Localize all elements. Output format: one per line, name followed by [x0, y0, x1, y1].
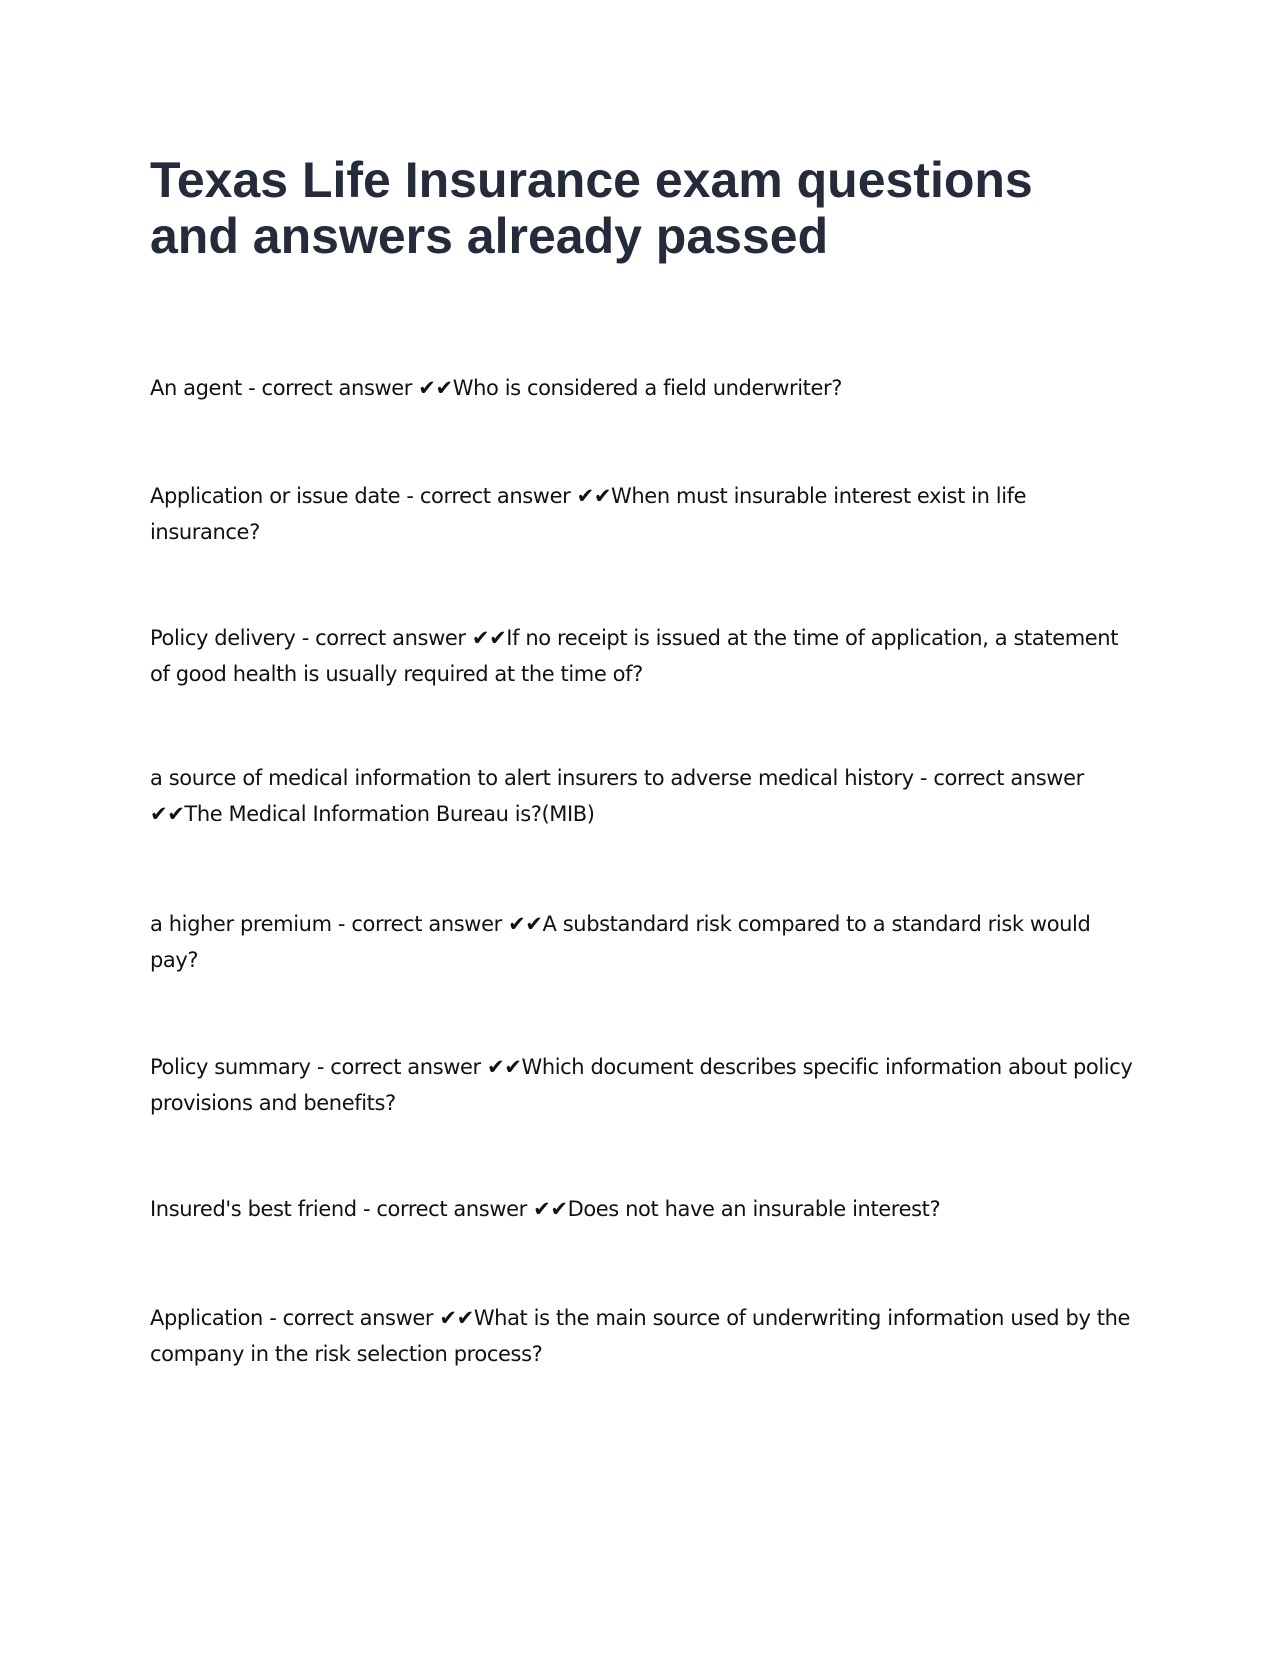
document-title: Texas Life Insurance exam questions and answers already passed	[150, 152, 1033, 264]
separator-text: - correct answer	[241, 376, 419, 400]
answer-text: An agent	[150, 376, 242, 400]
separator-text: - correct answer	[295, 626, 472, 650]
answer-text: Policy summary	[150, 1055, 311, 1079]
qa-entry	[150, 906, 1135, 978]
qa-entry	[150, 1191, 1135, 1227]
question-text: What is the main source of underwriting information used by the company in the risk selection process?	[150, 1306, 1131, 1366]
question-text: When must insurable interest exist in life insurance?	[150, 484, 1027, 544]
answer-text: Policy delivery	[150, 626, 296, 650]
check-marks: ✔✔	[576, 484, 612, 508]
qa-entry	[150, 620, 1135, 692]
check-marks: ✔✔	[418, 376, 453, 400]
separator-text: - correct answer	[331, 912, 509, 936]
qa-entry	[150, 478, 1135, 550]
qa-entry	[150, 1049, 1135, 1121]
separator-text: - correct answer	[913, 766, 1084, 790]
question-text: If no receipt is issued at the time of application, a statement of good health is usually required at the time of?	[150, 626, 1119, 686]
question-text: Which document describes specific information about policy provisions and benefits?	[150, 1055, 1133, 1115]
answer-text: a higher premium	[150, 912, 332, 936]
separator-text: - correct answer	[262, 1306, 440, 1330]
qa-entry	[150, 1300, 1135, 1372]
answer-text: Application or issue date	[150, 484, 401, 508]
qa-entry	[150, 370, 1135, 406]
check-marks: ✔✔	[439, 1306, 474, 1330]
separator-text: - correct answer	[356, 1197, 534, 1221]
qa-entry	[150, 760, 1135, 832]
separator-text: - correct answer	[310, 1055, 488, 1079]
question-text: Does not have an insurable interest?	[567, 1197, 941, 1221]
check-marks: ✔✔	[150, 802, 185, 826]
check-marks: ✔✔	[487, 1055, 522, 1079]
answer-text: Insured's best friend	[150, 1197, 357, 1221]
question-text: The Medical Information Bureau is?(MIB)	[184, 802, 595, 826]
separator-text: - correct answer	[400, 484, 577, 508]
check-marks: ✔✔	[508, 912, 543, 936]
question-text: A substandard risk compared to a standard risk would pay?	[150, 912, 1091, 972]
answer-text: Application	[150, 1306, 263, 1330]
check-marks: ✔✔	[471, 626, 507, 650]
check-marks: ✔✔	[533, 1197, 568, 1221]
question-text: Who is considered a field underwriter?	[452, 376, 842, 400]
answer-text: a source of medical information to alert insurers to adverse medical history	[150, 766, 914, 790]
